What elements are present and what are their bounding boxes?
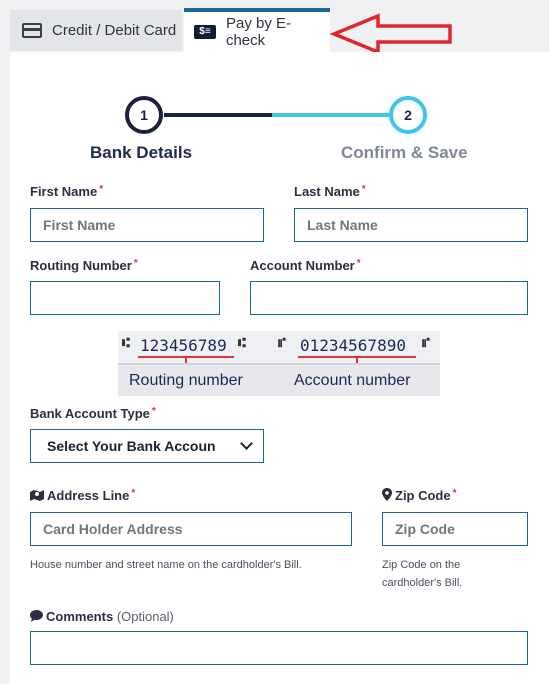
check-account-digits: 01234567890 [300, 336, 406, 355]
comments-label: Comments (Optional) [30, 609, 174, 624]
comment-icon [30, 610, 43, 622]
bank-account-type-label: Bank Account Type * [30, 406, 156, 421]
step-1-label: Bank Details [90, 143, 193, 162]
tab-label: Pay by E-check [225, 15, 291, 49]
map-icon [30, 489, 44, 501]
micr-onus-symbol-icon: ⑈ [278, 336, 286, 351]
required-marker: * [151, 406, 156, 417]
routing-number-caption: Routing number [129, 372, 243, 389]
address-line-label: Address Line * [30, 488, 135, 503]
required-marker: * [131, 488, 136, 499]
chevron-down-icon [240, 437, 253, 450]
bank-account-type-value: Select Your Bank Accoun [47, 438, 216, 454]
red-arrow-icon [330, 12, 456, 56]
check-routing-digits: 123456789 [140, 336, 227, 355]
address-line-input[interactable] [30, 512, 352, 546]
optional-marker: (Optional) [116, 609, 174, 624]
micr-transit-symbol-icon: ⑆ [122, 336, 130, 351]
required-marker: * [133, 258, 138, 269]
account-number-label: Account Number * [250, 258, 361, 273]
address-help-text: House number and street name on the cardholder's Bill. [30, 559, 302, 571]
stepper-track-active [272, 113, 392, 117]
micr-transit-symbol-icon: ⑆ [238, 336, 246, 351]
step-1-circle: 1 [125, 96, 163, 134]
account-number-input[interactable] [250, 281, 528, 315]
required-marker: * [99, 184, 104, 195]
step-2-label: Confirm & Save [341, 143, 468, 162]
first-name-input[interactable] [30, 208, 264, 242]
last-name-label: Last Name * [294, 184, 366, 199]
bank-account-type-select[interactable] [30, 429, 264, 463]
tab-pay-by-echeck[interactable] [184, 8, 330, 52]
account-number-caption: Account number [294, 372, 411, 389]
credit-card-icon [22, 23, 42, 38]
required-marker: * [361, 184, 366, 195]
step-2-circle: 2 [389, 96, 427, 134]
zip-code-label: Zip Code * [382, 488, 457, 503]
routing-number-input[interactable] [30, 281, 220, 315]
micr-onus-symbol-icon: ⑈ [422, 336, 430, 351]
tab-credit-debit-card[interactable] [10, 10, 182, 51]
comments-input[interactable] [30, 631, 528, 665]
required-marker: * [452, 488, 457, 499]
map-marker-icon [382, 488, 392, 501]
check-illustration [118, 331, 440, 396]
zip-help-text: Zip Code on the cardholder's Bill. [382, 559, 463, 589]
tab-label: Credit / Debit Card [52, 22, 177, 39]
required-marker: * [356, 258, 361, 269]
last-name-input[interactable] [294, 208, 528, 242]
routing-number-label: Routing Number * [30, 258, 138, 273]
first-name-label: First Name * [30, 184, 104, 199]
bill-icon: $≡ [194, 25, 216, 39]
zip-code-input[interactable] [382, 512, 528, 546]
